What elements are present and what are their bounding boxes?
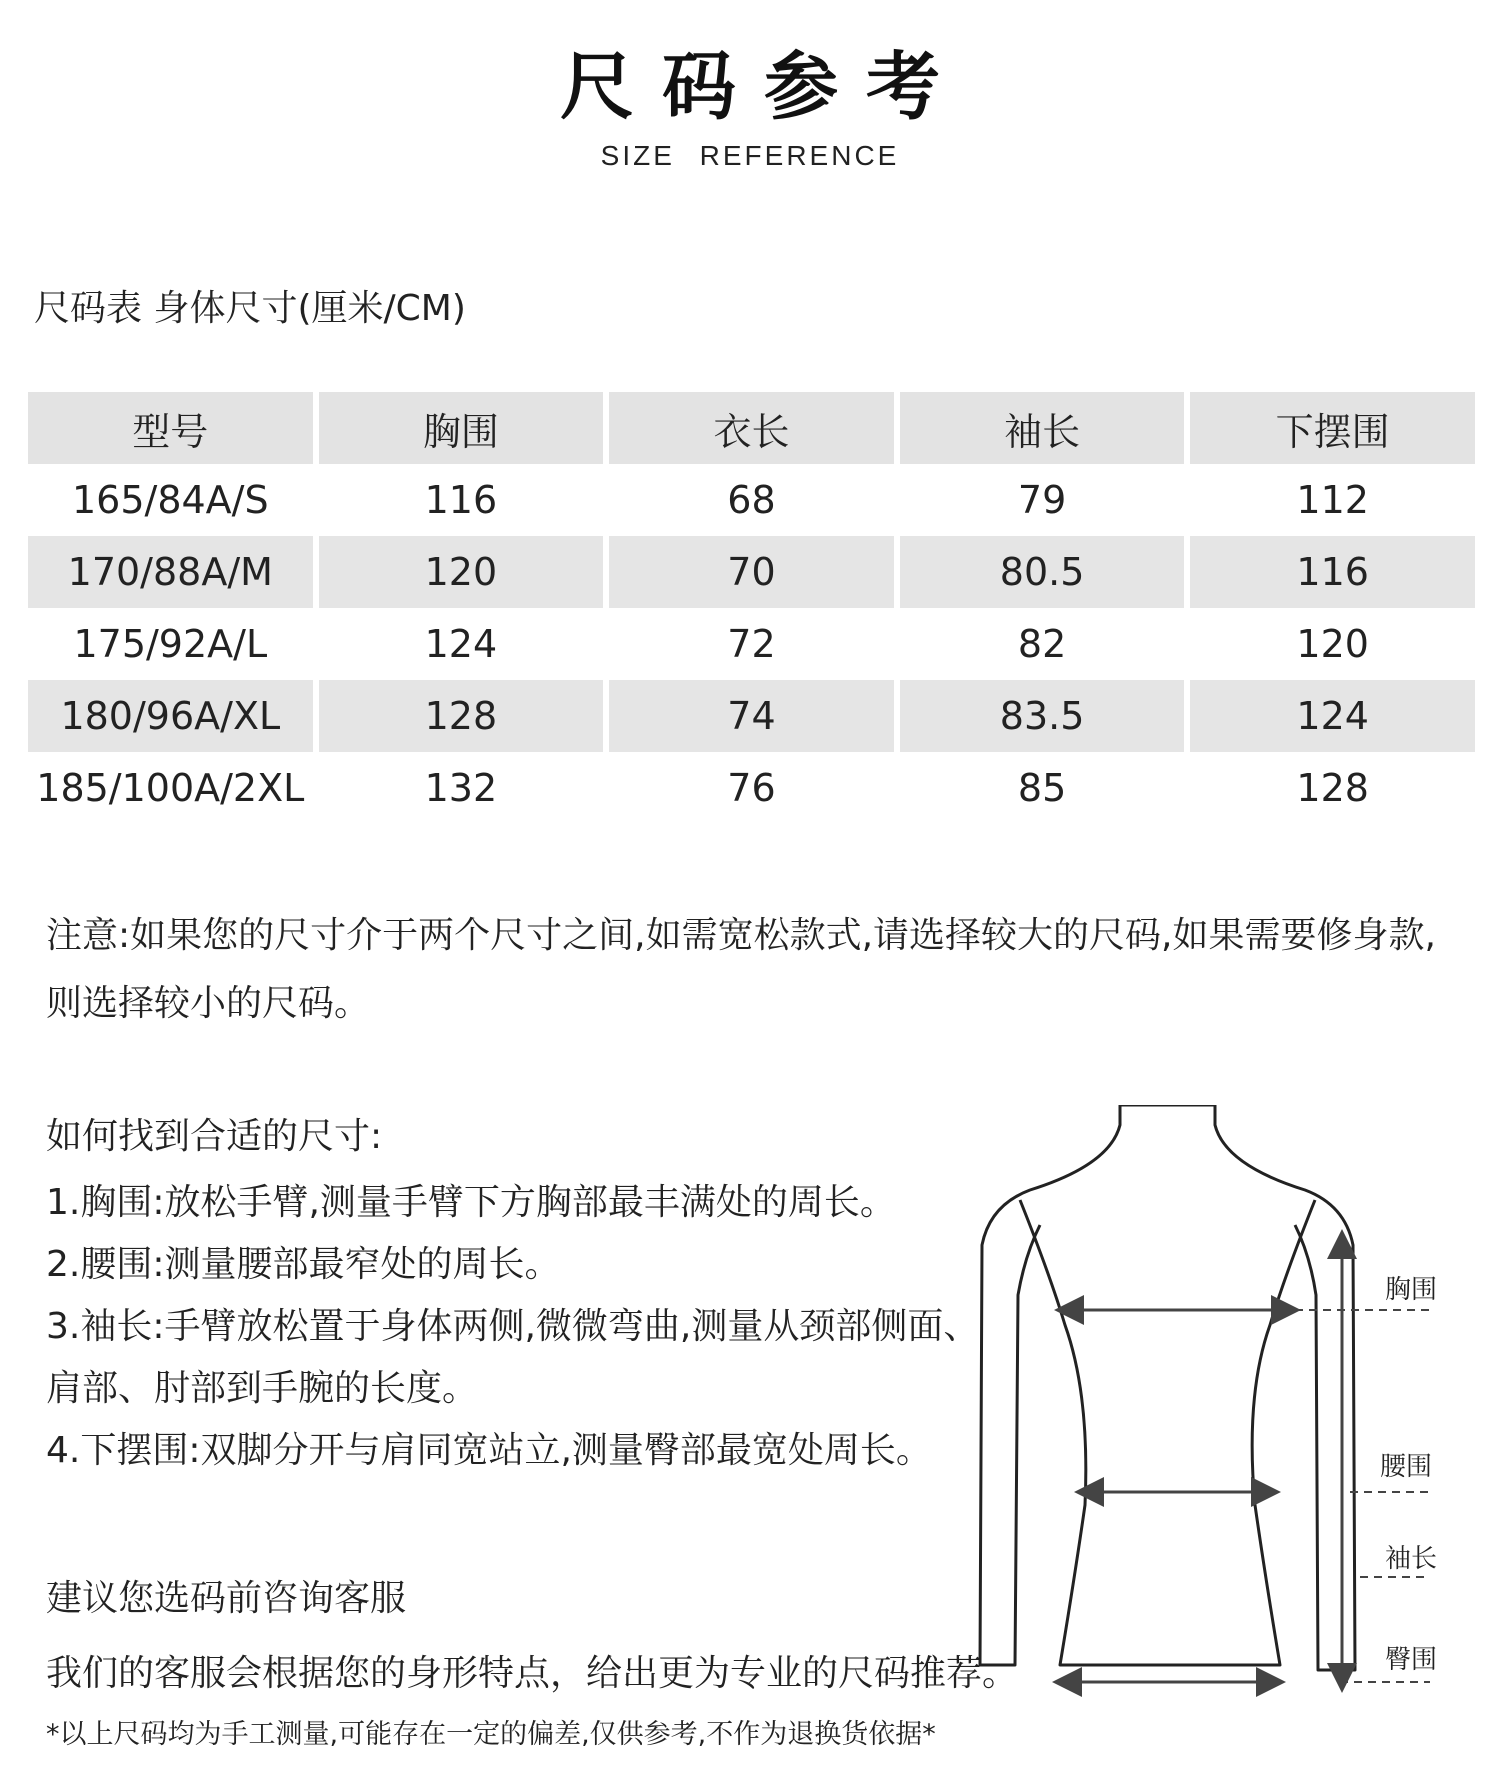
table-cell: 120 bbox=[1296, 622, 1369, 666]
table-cell: 185/100A/2XL bbox=[36, 766, 305, 810]
garment-measurement-diagram bbox=[960, 1105, 1500, 1705]
table-cell: 80.5 bbox=[900, 536, 1185, 608]
label-sleeve: 袖长 bbox=[1385, 1544, 1438, 1574]
shirt-outline bbox=[980, 1105, 1355, 1670]
table-cell: 72 bbox=[727, 622, 776, 666]
column-header: 胸围 bbox=[319, 392, 604, 464]
table-cell: 120 bbox=[319, 536, 604, 608]
table-row bbox=[28, 464, 1475, 536]
table-cell: 165/84A/S bbox=[71, 478, 269, 522]
table-row bbox=[28, 752, 1475, 824]
step-hem: 4.下摆围:双脚分开与肩同宽站立,测量臀部最宽处周长。 bbox=[46, 1430, 932, 1471]
table-cell: 85 bbox=[1017, 766, 1067, 810]
size-table bbox=[28, 392, 1475, 824]
step-waist: 2.腰围:测量腰部最窄处的周长。 bbox=[46, 1244, 561, 1285]
table-cell: 112 bbox=[1296, 478, 1369, 522]
size-note: 注意:如果您的尺寸介于两个尺寸之间,如需宽松款式,请选择较大的尺码,如果需要修身款,则选择较小的尺码。 bbox=[46, 915, 1436, 1024]
table-cell: 70 bbox=[609, 536, 894, 608]
table-cell: 170/88A/M bbox=[28, 536, 313, 608]
table-cell: 82 bbox=[1017, 622, 1067, 666]
table-cell: 175/92A/L bbox=[73, 622, 268, 666]
step-chest: 1.胸围:放松手臂,测量手臂下方胸部最丰满处的周长。 bbox=[46, 1182, 896, 1223]
table-cell: 68 bbox=[727, 478, 776, 522]
table-header-row bbox=[28, 392, 1475, 464]
column-header: 衣长 bbox=[609, 392, 894, 464]
table-cell: 128 bbox=[319, 680, 604, 752]
table-row bbox=[28, 680, 1475, 752]
table-cell: 124 bbox=[424, 622, 498, 666]
table-cell: 83.5 bbox=[900, 680, 1185, 752]
column-header: 型号 bbox=[28, 392, 313, 464]
measurement-steps bbox=[46, 1172, 986, 1482]
howto-title: 如何找到合适的尺寸: bbox=[46, 1116, 383, 1157]
advice-text: 我们的客服会根据您的身形特点，给出更为专业的尺码推荐。 bbox=[46, 1653, 1019, 1694]
table-cell: 128 bbox=[1296, 766, 1369, 810]
table-cell: 180/96A/XL bbox=[28, 680, 313, 752]
table-cell: 76 bbox=[727, 766, 776, 810]
column-header: 下摆围 bbox=[1190, 392, 1475, 464]
step-sleeve: 3.袖长:手臂放松置于身体两侧,微微弯曲,测量从颈部侧面、肩部、肘部到手腕的长度。 bbox=[46, 1306, 980, 1409]
table-cell: 79 bbox=[1017, 478, 1067, 522]
label-chest: 胸围 bbox=[1385, 1275, 1438, 1305]
label-hip: 臀围 bbox=[1385, 1645, 1438, 1675]
table-row bbox=[28, 608, 1475, 680]
page-title: 尺码参考 bbox=[560, 44, 968, 130]
table-cell: 124 bbox=[1190, 680, 1475, 752]
table-cell: 116 bbox=[424, 478, 498, 522]
page-subtitle: SIZE REFERENCE bbox=[600, 140, 900, 171]
table-cell: 74 bbox=[609, 680, 894, 752]
label-waist: 腰围 bbox=[1380, 1452, 1433, 1482]
advice-title: 建议您选码前咨询客服 bbox=[46, 1578, 407, 1619]
column-header: 袖长 bbox=[900, 392, 1185, 464]
disclaimer: *以上尺码均为手工测量,可能存在一定的偏差,仅供参考,不作为退换货依据* bbox=[46, 1719, 936, 1750]
table-row bbox=[28, 536, 1475, 608]
table-cell: 116 bbox=[1190, 536, 1475, 608]
table-cell: 132 bbox=[424, 766, 498, 810]
table-caption: 尺码表 身体尺寸(厘米/CM) bbox=[34, 288, 466, 329]
